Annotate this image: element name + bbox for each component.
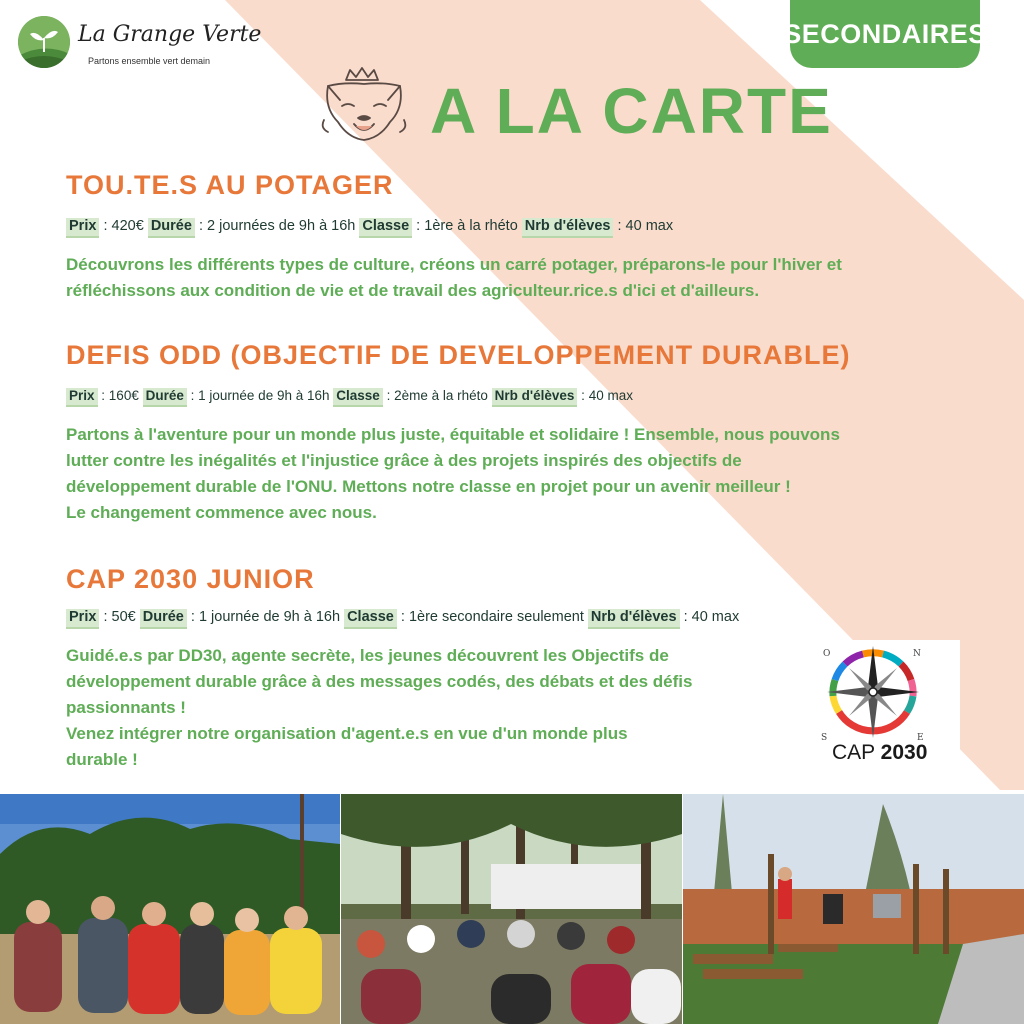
section-title-cap2030: CAP 2030 JUNIOR <box>66 564 315 594</box>
section-description-cap2030 <box>66 643 756 773</box>
section-meta-cap2030: Prix : 50€ Durée : 1 journée de 9h à 16h Classe : 1ère secondaire seulement Nrb d'élèves : 40 max <box>66 609 739 625</box>
price-value: 160€ <box>108 388 139 403</box>
brand-logo <box>16 14 262 74</box>
description-line: Découvrons les différents types de culture, créons un carré potager, préparons-le pour l'hiver et <box>66 255 842 274</box>
duration-value: 2 journées de 9h à 16h <box>207 218 356 234</box>
duration-label: Durée <box>143 388 187 407</box>
description-line: Le changement commence avec nous. <box>66 503 377 522</box>
students-label: Nrb d'élèves <box>522 218 614 238</box>
duration-label: Durée <box>148 218 195 238</box>
description-line: passionnants ! <box>66 698 186 717</box>
logo-leaf-icon <box>18 16 70 68</box>
garden-work-photo <box>683 794 1024 1024</box>
students-value: 40 max <box>691 609 740 625</box>
class-label: Classe <box>359 218 412 238</box>
duration-value: 1 journée de 9h à 16h <box>198 388 330 403</box>
price-value: 420€ <box>111 218 144 234</box>
section-description-potager <box>66 252 966 304</box>
description-line: Partons à l'aventure pour un monde plus juste, équitable et solidaire ! Ensemble, nous pouvons <box>66 425 840 444</box>
section-title-odd: DEFIS ODD (OBJECTIF DE DEVELOPPEMENT DURABLE) <box>66 340 851 370</box>
description-line: Venez intégrer notre organisation d'agent.e.s en vue d'un monde plus <box>66 724 628 743</box>
compass-icon <box>770 640 960 740</box>
duration-value: 1 journée de 9h à 16h <box>198 609 341 625</box>
class-label: Classe <box>344 609 397 629</box>
price-value: 50€ <box>111 609 136 625</box>
page-title: A LA CARTE <box>430 75 833 147</box>
class-value: 1ère à la rhéto <box>424 218 518 234</box>
cap-word: CAP <box>832 741 875 764</box>
description-line: développement durable de l'ONU. Mettons notre classe en projet pour un avenir meilleur ! <box>66 477 791 496</box>
description-line: développement durable grâce à des messages codés, des débats et des défis <box>66 672 693 691</box>
compass-letter-s: S <box>821 733 828 740</box>
students-label: Nrb d'élèves <box>492 388 578 407</box>
compass-letter-n: N <box>913 649 921 659</box>
brand-name: La Grange Verte <box>78 22 262 47</box>
price-label: Prix <box>66 609 99 629</box>
brand-tagline: Partons ensemble vert demain <box>88 56 211 66</box>
group-photo <box>0 794 340 1024</box>
description-line: Guidé.e.s par DD30, agente secrète, les jeunes découvrent les Objectifs de <box>66 646 669 665</box>
students-label: Nrb d'élèves <box>588 609 680 629</box>
cap-year: 2030 <box>880 741 928 764</box>
duration-label: Durée <box>140 609 187 629</box>
class-label: Classe <box>333 388 383 407</box>
students-value: 40 max <box>625 218 674 234</box>
class-value: 1ère secondaire seulement <box>408 609 584 625</box>
section-description-odd <box>66 422 966 526</box>
students-value: 40 max <box>588 388 633 403</box>
description-line: réfléchissons aux condition de vie et de travail des agriculteur.rice.s d'ici et d'ailleurs. <box>66 281 760 300</box>
description-line: lutter contre les inégalités et l'injustice grâce à des projets inspirés des objectifs de <box>66 451 742 470</box>
section-meta-potager: Prix : 420€ Durée : 2 journées de 9h à 16h Classe : 1ère à la rhéto Nrb d'élèves : 40 max <box>66 218 673 234</box>
fox-mascot-icon <box>318 66 410 148</box>
section-title-potager: TOU.TE.S AU POTAGER <box>66 170 394 200</box>
price-label: Prix <box>66 388 98 407</box>
section-meta-odd: Prix : 160€ Durée : 1 journée de 9h à 16h Classe : 2ème à la rhéto Nrb d'élèves : 40 max <box>66 388 633 403</box>
compass-letter-o: O <box>823 649 831 659</box>
cap2030-label <box>832 741 927 765</box>
circle-discussion-photo <box>341 794 682 1024</box>
compass-letter-e: E <box>917 733 924 740</box>
class-value: 2ème à la rhéto <box>394 388 488 403</box>
description-line: durable ! <box>66 750 138 769</box>
price-label: Prix <box>66 218 99 238</box>
level-badge: SECONDAIRES <box>790 0 980 68</box>
